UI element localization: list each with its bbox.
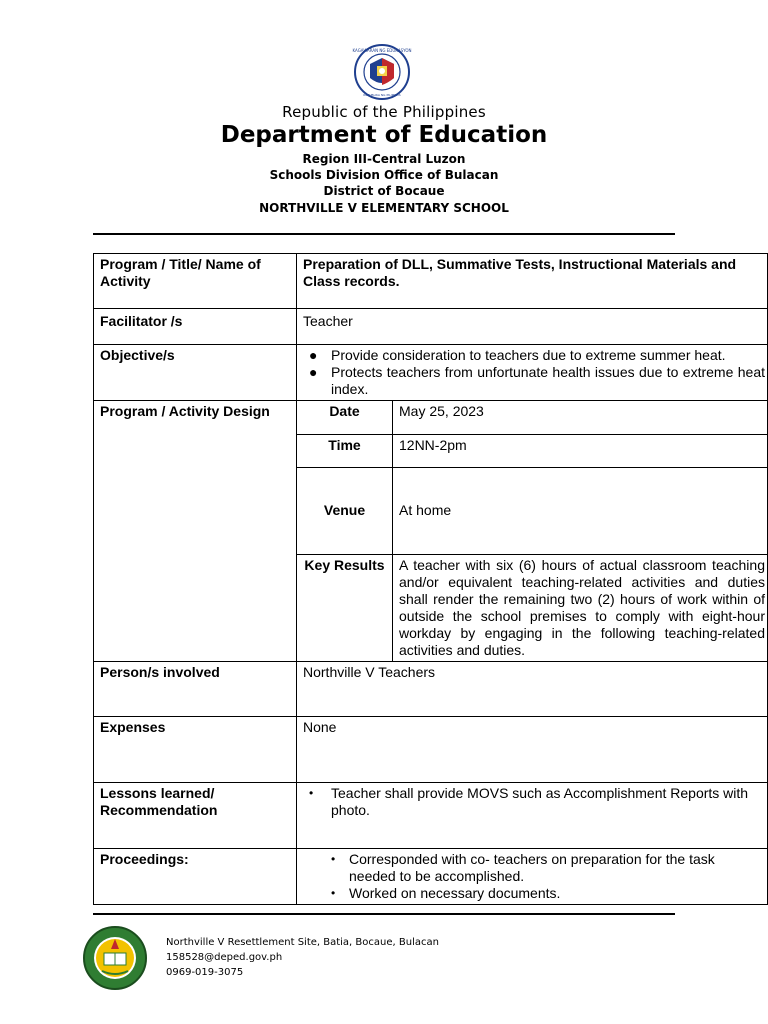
seal-text-top: KAGAWARAN NG EDUKASYON: [352, 48, 412, 53]
objective-text: Protects teachers from unfortunate health issues due to extreme heat index.: [331, 364, 765, 397]
objective-text: Provide consideration to teachers due to extreme summer heat.: [331, 347, 726, 363]
time-label: Time: [297, 434, 393, 467]
proceeding-text: Worked on necessary documents.: [349, 884, 561, 901]
school-logo: [82, 925, 148, 991]
division-line: Schools Division Office of Bulacan: [269, 168, 499, 182]
venue-value: At home: [393, 467, 768, 554]
expenses-label: Expenses: [94, 716, 297, 782]
lessons-learned-label: Lessons learned/ Recommendation: [94, 782, 297, 848]
table-row: [94, 309, 768, 345]
seal-text-bottom: REPUBLIKA NG PILIPINAS: [363, 93, 401, 97]
lessons-list: [303, 785, 765, 819]
table-row: [94, 401, 768, 662]
district-line: District of Bocaue: [323, 184, 445, 198]
school-line: NORTHVILLE V ELEMENTARY SCHOOL: [259, 201, 509, 215]
table-row: [94, 254, 768, 309]
table-row: [94, 782, 768, 848]
facilitator-value: Teacher: [297, 309, 768, 345]
expenses-value: None: [297, 716, 768, 782]
table-row: [94, 661, 768, 716]
bullet-icon: •: [331, 885, 336, 900]
lesson-text: Teacher shall provide MOVS such as Accomplishment Reports with photo.: [331, 784, 749, 818]
program-title-label: Program / Title/ Name of Activity: [94, 254, 297, 309]
activity-design-cell: [297, 401, 768, 662]
list-item: [303, 851, 761, 885]
region-line: Region III-Central Luzon: [302, 152, 466, 166]
list-item: [303, 347, 765, 364]
venue-label: Venue: [297, 467, 393, 554]
activity-design-table: [297, 401, 767, 661]
list-item: [303, 785, 765, 819]
persons-involved-label: Person/s involved: [94, 661, 297, 716]
table-row: [94, 345, 768, 401]
table-row: [297, 554, 767, 661]
footer-phone: 0969-019-3075: [166, 967, 244, 978]
proceedings-cell: [297, 848, 768, 904]
key-results-label: Key Results: [297, 554, 393, 661]
table-row: [297, 401, 767, 434]
table-row: [297, 434, 767, 467]
table-row: [297, 467, 767, 554]
department-heading: Department of Education: [220, 122, 548, 148]
list-item: [303, 885, 761, 902]
activity-report-table: [93, 253, 768, 905]
deped-seal-logo: [346, 44, 418, 100]
time-value: 12NN-2pm: [393, 434, 768, 467]
table-row: [94, 848, 768, 904]
facilitator-label: Facilitator /s: [94, 309, 297, 345]
bullet-icon: ●: [309, 364, 318, 380]
list-item: [303, 364, 765, 398]
table-row: [94, 716, 768, 782]
activity-design-label: Program / Activity Design: [94, 401, 297, 662]
objectives-cell: [297, 345, 768, 401]
lessons-learned-cell: [297, 782, 768, 848]
bullet-icon: ●: [309, 347, 318, 363]
bullet-icon: •: [331, 851, 336, 866]
bullet-icon: •: [309, 785, 314, 800]
program-title-value: Preparation of DLL, Summative Tests, Instructional Materials and Class records.: [297, 254, 768, 309]
proceedings-label: Proceedings:: [94, 848, 297, 904]
footer-email: 158528@deped.gov.ph: [166, 952, 283, 963]
date-value: May 25, 2023: [393, 401, 768, 434]
proceedings-list: [303, 851, 761, 902]
key-results-value: A teacher with six (6) hours of actual classroom teaching and/or equivalent teaching-related activities and duties shall render the remaining two (2) hours of work within of outside the school premises to comply with eight-hour workday by engaging in the following teaching-related activities and duties.: [393, 554, 768, 661]
objectives-list: [303, 347, 765, 398]
objectives-label: Objective/s: [94, 345, 297, 401]
footer-divider: [93, 913, 675, 915]
header-divider: [93, 233, 675, 235]
date-label: Date: [297, 401, 393, 434]
footer-address: Northville V Resettlement Site, Batia, Bocaue, Bulacan: [166, 937, 439, 948]
proceeding-text: Corresponded with co- teachers on preparation for the task needed to be accomplished.: [349, 850, 715, 884]
republic-heading: Republic of the Philippines: [282, 103, 486, 121]
persons-involved-value: Northville V Teachers: [297, 661, 768, 716]
